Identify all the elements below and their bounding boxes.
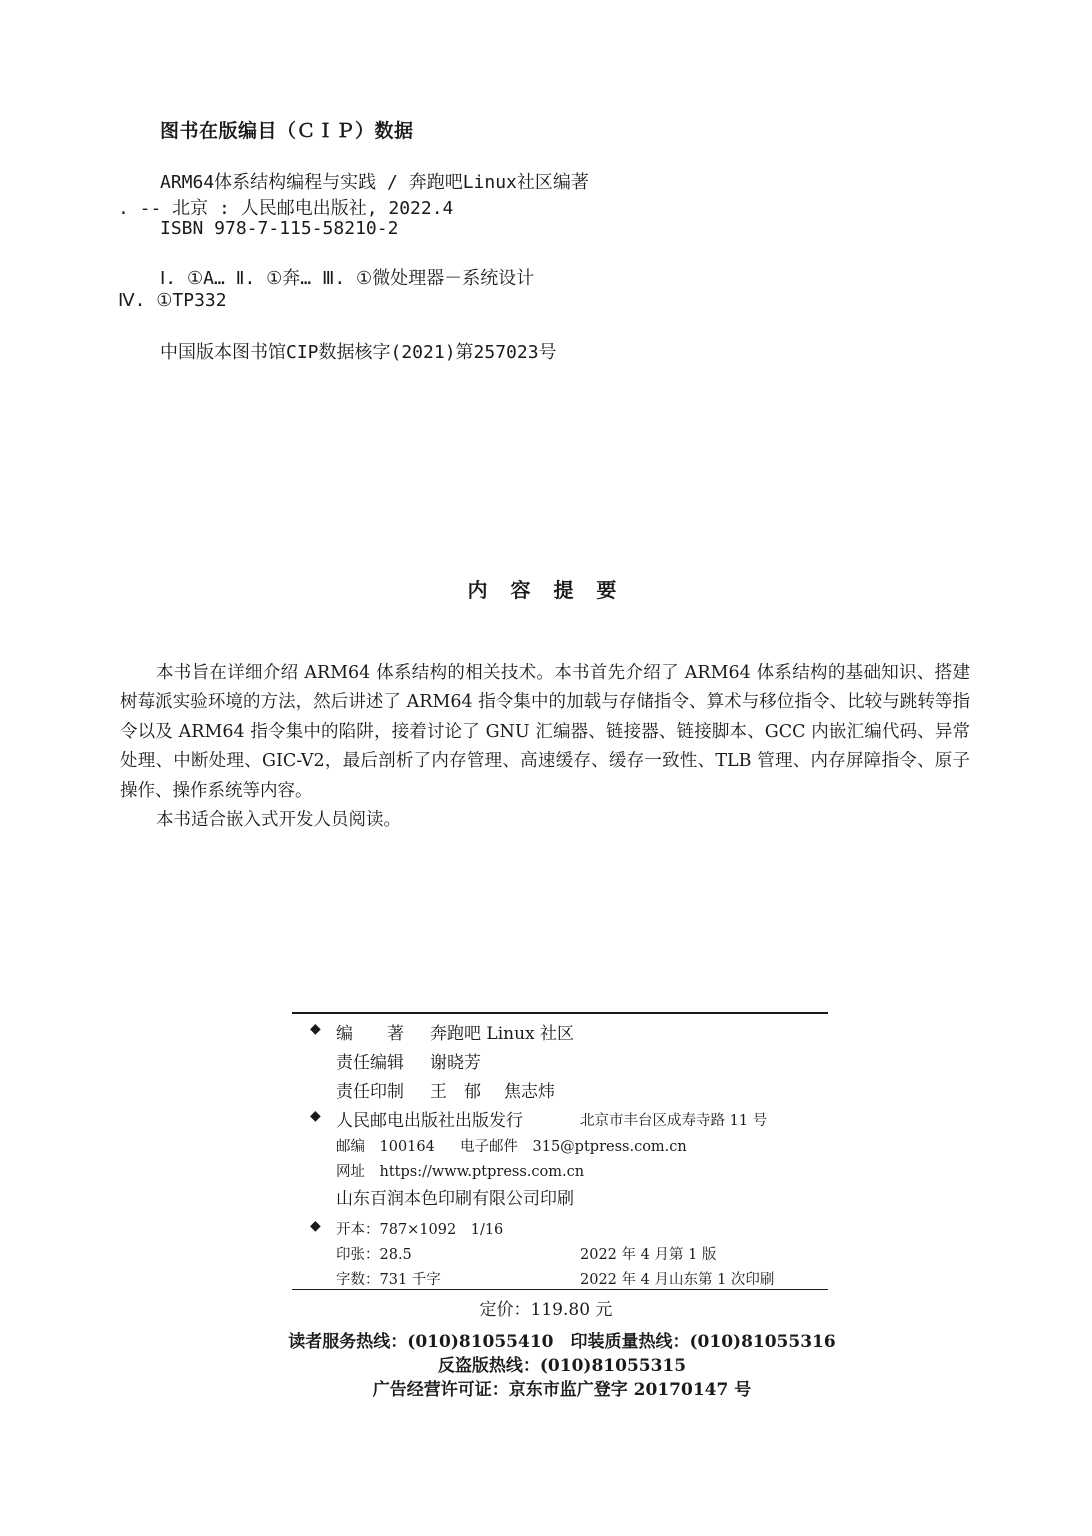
- author-label: 编 著: [336, 1024, 404, 1044]
- print-label: 责任印制: [336, 1082, 404, 1102]
- top-rule: [292, 1012, 828, 1014]
- anti-piracy-hotline: 反盗版热线：(010)81055315: [437, 1356, 687, 1376]
- bullet-diamond: ◆: [310, 1218, 321, 1234]
- author-value: 奔跑吧 Linux 社区: [430, 1024, 575, 1044]
- price: 定价：119.80 元: [479, 1300, 613, 1320]
- cip-isbn-line: ISBN 978-7-115-58210-2: [160, 218, 399, 239]
- editor-value: 谢晓芳: [430, 1053, 481, 1073]
- cip-record-number: 中国版本图书馆CIP数据核字(2021)第257023号: [160, 342, 557, 363]
- postcode: 邮编 100164: [336, 1139, 435, 1155]
- publisher-address: 北京市丰台区成寿寺路 11 号: [580, 1113, 768, 1129]
- cip-publisher-line: . -- 北京 : 人民邮电出版社, 2022.4: [118, 198, 454, 219]
- printing: 2022 年 4 月山东第 1 次印刷: [580, 1272, 775, 1288]
- website: 网址 https://www.ptpress.com.cn: [336, 1164, 585, 1180]
- print-staff-2: 焦志炜: [504, 1082, 555, 1102]
- bottom-rule: [292, 1289, 828, 1290]
- summary-title: 内 容 提 要: [467, 578, 625, 602]
- email: 电子邮件 315@ptpress.com.cn: [460, 1139, 687, 1155]
- print-staff-1: 王 郁: [430, 1082, 481, 1102]
- bullet-diamond: ◆: [310, 1021, 321, 1037]
- format: 开本：787×1092 1/16: [336, 1222, 504, 1238]
- word-count: 字数：731 千字: [336, 1272, 441, 1288]
- reader-service-hotline: 读者服务热线：(010)81055410 印装质量热线：(010)81055316: [288, 1332, 836, 1352]
- publisher: 人民邮电出版社出版发行: [336, 1111, 523, 1131]
- sheets: 印张：28.5: [336, 1247, 412, 1263]
- cip-classification-line: Ⅰ. ①A… Ⅱ. ①奔… Ⅲ. ①微处理器－系统设计: [160, 268, 535, 289]
- summary-paragraph: 本书旨在详细介绍 ARM64 体系结构的相关技术。本书首先介绍了 ARM64 体系结构的基础知识、搭建树莓派实验环境的方法，然后讲述了 ARM64 指令集中的加载与存储指令、算术与移位指令、比较与跳转等指令以及 ARM64 指令集中的陷阱，接着讨论了 GNU 汇编器、链接器、链接脚本、GCC 内嵌汇编代码、异常处理、中断处理、GIC-V2，最后剖析了内存管理、高速缓存、缓存一致性、TLB 管理、内存屏障指令、原子操作、操作系统等内容。: [120, 663, 970, 801]
- bullet-diamond: ◆: [310, 1108, 321, 1124]
- edition: 2022 年 4 月第 1 版: [580, 1247, 717, 1263]
- editor-label: 责任编辑: [336, 1053, 404, 1073]
- cip-classification-line-2: Ⅳ. ①TP332: [118, 290, 227, 311]
- cip-title-line: ARM64体系结构编程与实践 / 奔跑吧Linux社区编著: [160, 172, 589, 193]
- printer: 山东百润本色印刷有限公司印刷: [336, 1189, 574, 1209]
- ad-license: 广告经营许可证：京东市监广登字 20170147 号: [372, 1380, 752, 1400]
- cip-heading: 图书在版编目（ＣＩＰ）数据: [160, 120, 414, 142]
- summary-audience: 本书适合嵌入式开发人员阅读。: [156, 810, 401, 830]
